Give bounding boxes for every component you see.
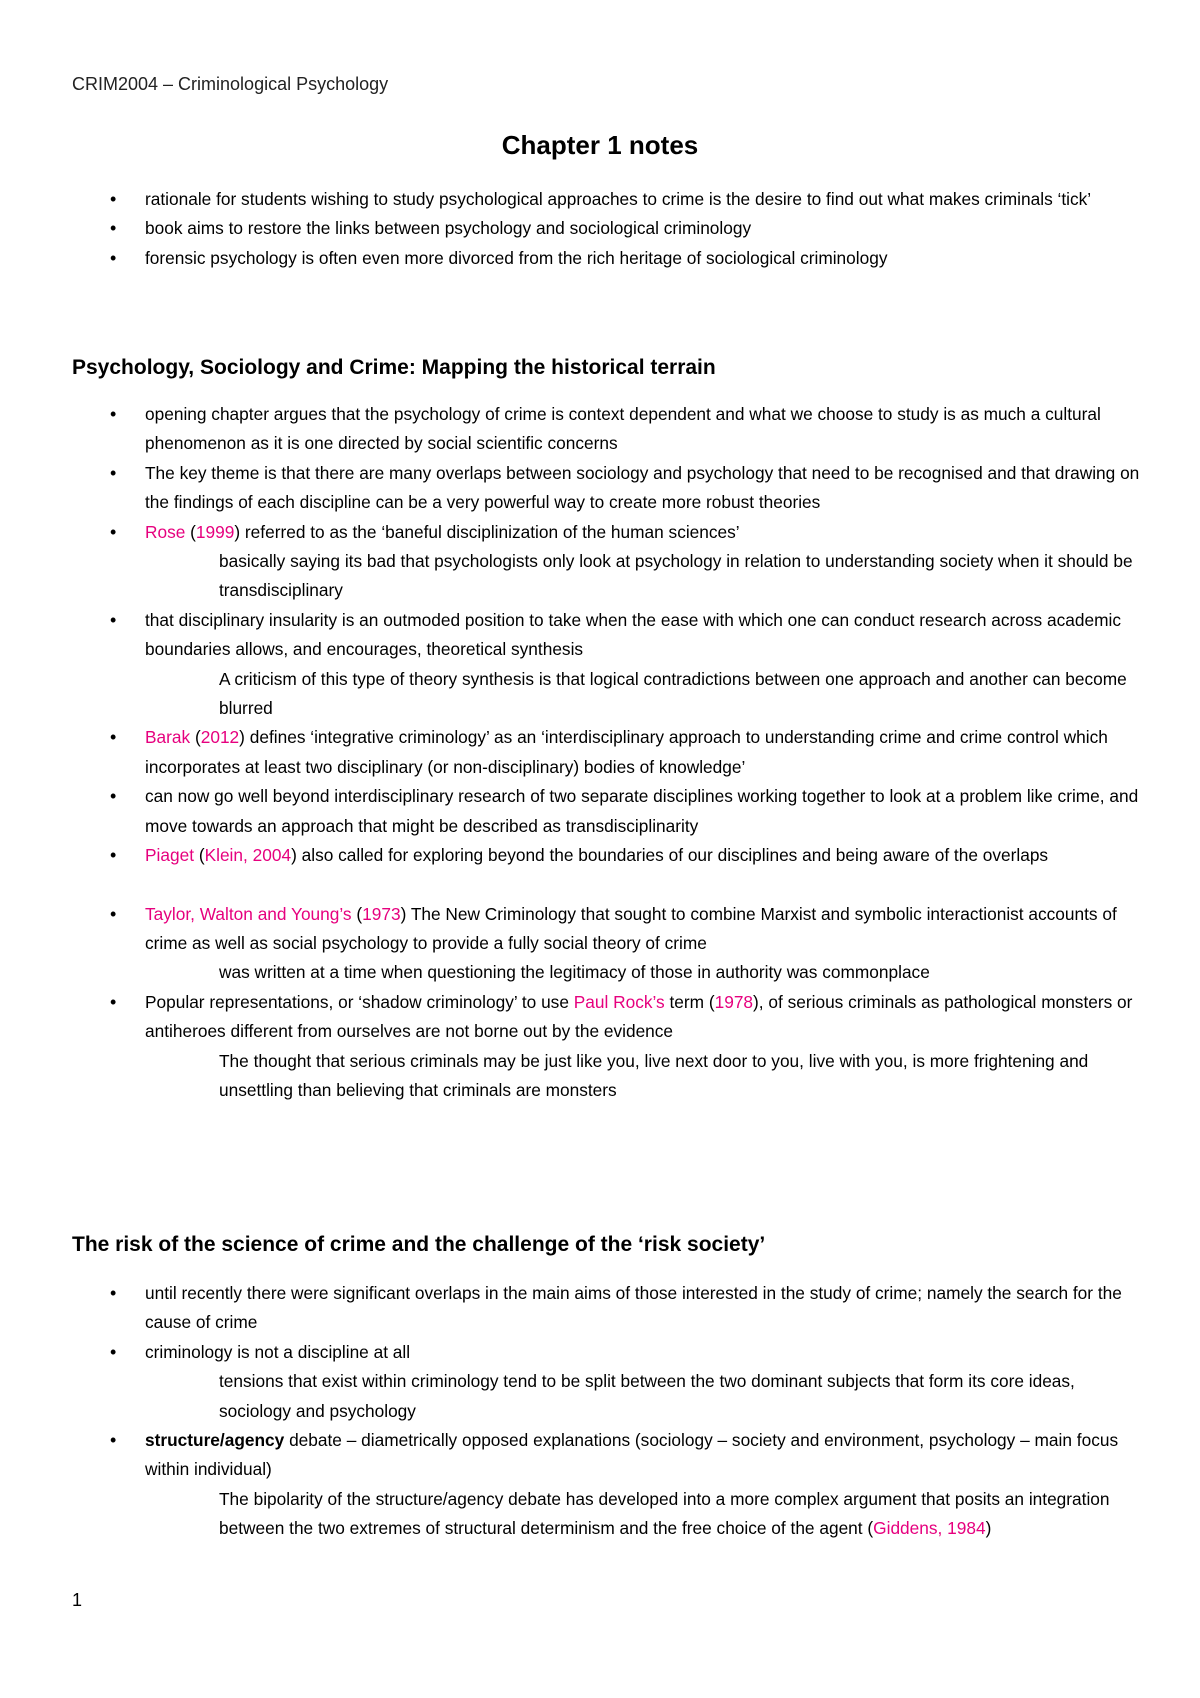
sub-note: basically saying its bad that psychologists only look at psychology in relation to understanding society when it should be transdisciplinary (219, 551, 1133, 601)
list-item: • Barak (2012) defines ‘integrative criminology’ as an ‘interdisciplinary approach to understanding crime and crime control which incorporates at least two disciplinary (or non-disciplinary) bodies of knowledge’ (72, 723, 1142, 782)
list-item: • can now go well beyond interdisciplinary research of two separate disciplines working together to look at a problem like crime, and move towards an approach that might be described as transdisciplinarity (72, 782, 1142, 841)
section-historical-terrain-list (72, 400, 1142, 1105)
list-item: • forensic psychology is often even more divorced from the rich heritage of sociological criminology (72, 244, 1142, 273)
citation-author: Taylor, Walton and Young’s (145, 903, 352, 924)
list-item: • criminology is not a discipline at all (72, 1338, 1142, 1367)
page-number: 1 (72, 1590, 83, 1610)
list-item: • structure/agency debate – diametrically opposed explanations (sociology – society and environment, psychology – main focus within individual) (72, 1426, 1142, 1485)
sub-note: A criticism of this type of theory synthesis is that logical contradictions between one approach and another can become blurred (219, 668, 1127, 719)
list-item: • rationale for students wishing to study psychological approaches to crime is the desire to find out what makes criminals ‘tick’ (72, 185, 1142, 214)
list-item: • until recently there were significant overlaps in the main aims of those interested in the study of crime; namely the search for the cause of crime (72, 1279, 1142, 1338)
list-item: • The key theme is that there are many overlaps between sociology and psychology that need to be recognised and that drawing on the findings of each discipline can be a very powerful way to create more robust theories (72, 459, 1142, 518)
list-item: • Taylor, Walton and Young’s (1973) The New Criminology that sought to combine Marxist and symbolic interactionist accounts of crime as well as social psychology to provide a fully social theory of crime (72, 900, 1142, 959)
citation-year: Klein, 2004 (204, 845, 292, 866)
page-header: CRIM2004 – Criminological Psychology (72, 74, 389, 94)
section-heading: Psychology, Sociology and Crime: Mapping the historical terrain (72, 356, 716, 379)
citation-year: 2012 (200, 727, 240, 748)
intro-list (72, 185, 1142, 273)
sub-note: The bipolarity of the structure/agency debate has developed into a more complex argument that posits an integration between the two extremes of structural determinism and the free choice of the agent (Giddens, 1984) (219, 1488, 1110, 1539)
section-heading: The risk of the science of crime and the challenge of the ‘risk society’ (72, 1233, 766, 1256)
citation-year: 1973 (362, 903, 401, 924)
citation-author: Piaget (145, 845, 195, 866)
sub-note: tensions that exist within criminology tend to be split between the two dominant subjects that form its core ideas, sociology and psychology (219, 1371, 1075, 1421)
sub-note: was written at a time when questioning the legitimacy of those in authority was commonplace (219, 962, 930, 983)
list-item: • Popular representations, or ‘shadow criminology’ to use Paul Rock’s term (1978), of serious criminals as pathological monsters or antiheroes different from ourselves are not borne out by the evidence (72, 988, 1142, 1047)
citation-author: Rose (145, 521, 186, 542)
list-item: • opening chapter argues that the psychology of crime is context dependent and what we choose to study is as much a cultural phenomenon as it is one directed by social scientific concerns (72, 400, 1142, 459)
citation-year: 1999 (195, 521, 235, 542)
citation-author: Barak (145, 727, 191, 748)
page-title: Chapter 1 notes (501, 130, 699, 160)
citation-year: 1978 (714, 991, 754, 1012)
citation-author: Paul Rock’s (573, 991, 665, 1012)
section-risk-society (72, 1232, 1142, 1257)
list-item: • that disciplinary insularity is an outmoded position to take when the ease with which one can conduct research across academic boundaries allows, and encourages, theoretical synthesis (72, 606, 1142, 665)
intro-list-block (72, 185, 1142, 273)
citation: Giddens, 1984 (873, 1518, 986, 1539)
list-item: • Rose (1999) referred to as the ‘baneful disciplinization of the human sciences’ (72, 518, 1142, 547)
section-risk-society-list (72, 1279, 1142, 1544)
key-term: structure/agency (145, 1430, 285, 1451)
list-item: • Piaget (Klein, 2004) also called for exploring beyond the boundaries of our disciplines and being aware of the overlaps (72, 841, 1142, 870)
section-historical-terrain (72, 355, 1142, 380)
sub-note: The thought that serious criminals may be just like you, live next door to you, live with you, is more frightening and unsettling than believing that criminals are monsters (219, 1050, 1089, 1100)
list-item: • book aims to restore the links between psychology and sociological criminology (72, 214, 1142, 243)
